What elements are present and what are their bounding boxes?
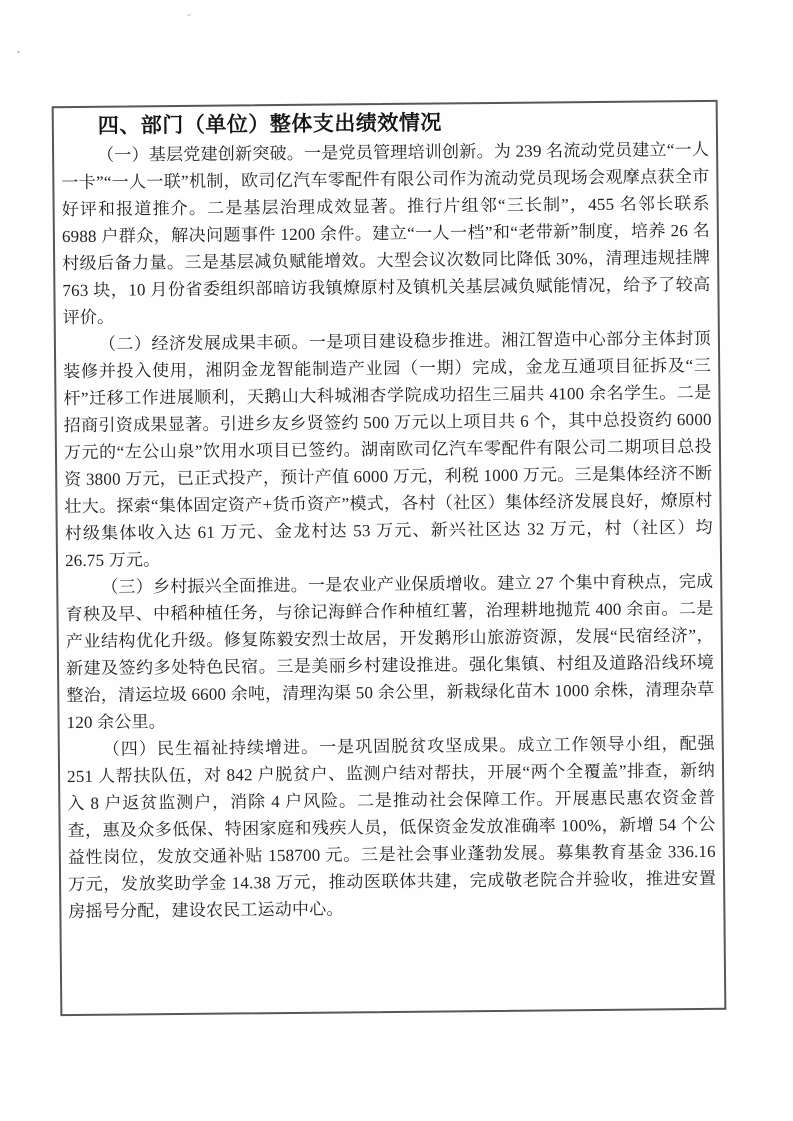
- scan-speck: [187, 14, 191, 16]
- section-title: 四、部门（单位）整体支出绩效情况: [97, 111, 442, 138]
- paragraph-party-building: （一）基层党建创新突破。一是党员管理培训创新。为 239 名流动党员建立“一人一卡”“一人一联”机制，欧司亿汽车零配件有限公司作为流动党员现场会观摩点获全市好评和报道推介。二是基层治理成效显著。推行片组邻“三长制”，455 名邻长联系 6988 户群众，解决问题事件 1200 余件。建立“一人一档”和“老带新”制度，培养 26 名村级后备力量。三是基层减负赋能增效。大型会议次数同比降低 30%，清理违规挂牌 763 块，10 月份省委组织部暗访我镇燎原村及镇机关基层减负赋能情况，给予了较高评价。: [61, 139, 711, 328]
- performance-report-box: [52, 100, 727, 1016]
- scan-speck: [17, 51, 20, 53]
- paragraph-rural-revitalization: （三）乡村振兴全面推进。一是农业产业保质增收。建立 27 个集中育秧点，完成育秧及早、中稻种植任务，与徐记海鲜合作种植红薯，治理耕地抛荒 400 余亩。二是产业结构优化升级。修复陈毅安烈士故居，开发鹅形山旅游资源，发展“民宿经济”，新建及签约多处特色民宿。三是美丽乡村建设推进。强化集镇、村组及道路沿线环境整治，清运垃圾 6600 余吨，清理沟渠 50 余公里，新栽绿化苗木 1000 余株，清理杂草 120 余公里。: [65, 571, 715, 733]
- paragraph-livelihood-welfare: （四）民生福祉持续增进。一是巩固脱贫攻坚成果。成立工作领导小组，配强 251 人帮扶队伍，对 842 户脱贫户、监测户结对帮扶，开展“两个全覆盖”排查，新纳入 8 户返贫监测户，消除 4 户风险。二是推动社会保障工作。开展惠民惠农资金普查，惠及众多低保、特困家庭和残疾人员，低保资金发放准确率 100%，新增 54 个公益性岗位，发放交通补贴 158700 元。三是社会事业蓬勃发展。募集教育基金 336.16 万元，发放奖助学金 14.38 万元，推动医联体共建，完成敬老院合并验收，推进安置房摇号分配，建设农民工运动中心。: [66, 733, 717, 922]
- paragraph-economic-development: （二）经济发展成果丰硕。一是项目建设稳步推进。湘江智造中心部分主体封顶装修并投入使用，湘阴金龙智能制造产业园（一期）完成，金龙互通项目征拆及“三杆”迁移工作进展顺利，天鹅山大科城湘杏学院成功招生三届共 4100 余名学生。二是招商引资成果显著。引进乡友乡贤签约 500 万元以上项目共 6 个，其中总投资约 6000 万元的“左公山泉”饮用水项目已签约。湖南欧司亿汽车零配件有限公司二期项目总投资 3800 万元，已正式投产，预计产值 6000 万元，利税 1000 万元。三是集体经济不断壮大。探索“集体固定资产+货币资产”模式，各村（社区）集体经济发展良好，燎原村村级集体收入达 61 万元、金龙村达 53 万元、新兴社区达 32 万元，村（社区）均 26.75 万元。: [63, 328, 713, 571]
